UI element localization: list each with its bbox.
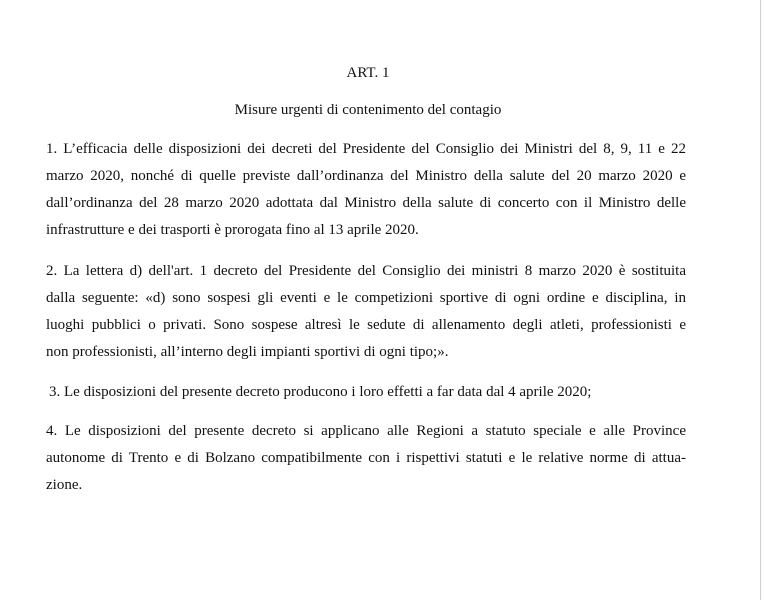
paragraph-line: non professionisti, all’interno degli impianti sportivi di ogni tipo;». [46,344,449,360]
paragraph-3 [49,379,689,406]
paragraph-line: 4. Le disposizioni del presente decreto si applicano alle Regioni a statuto speciale e alle Province [46,423,686,439]
page-edge-divider [760,0,761,600]
paragraph-2 [46,258,686,366]
paragraph-line: 2. La lettera d) dell'art. 1 decreto del Presidente del Consiglio dei ministri 8 marzo 2020 è sostituita [46,263,686,279]
paragraph-line: autonome di Trento e di Bolzano compatibilmente con i rispettivi statuti e le relative norme di attua- [46,450,686,466]
paragraph-line: luoghi pubblici o privati. Sono sospese altresì le sedute di allenamento degli atleti, professionisti e [46,317,686,333]
paragraph-line: infrastrutture e dei trasporti è prorogata fino al 13 aprile 2020. [46,222,419,238]
article-title: ART. 1 [346,65,390,81]
paragraph-line: marzo 2020, nonché di quelle previste dall’ordinanza del Ministro della salute del 20 marzo 2020 e [46,168,686,184]
paragraph-line: dalla seguente: «d) sono sospesi gli eventi e le competizioni sportive di ogni ordine e disciplina, in [46,290,686,306]
paragraph-line: dall’ordinanza del 28 marzo 2020 adottata dal Ministro della salute di concerto con il Ministro delle [46,195,686,211]
paragraph-line: 3. Le disposizioni del presente decreto producono i loro effetti a far data dal 4 aprile 2020; [49,384,592,400]
article-subtitle: Misure urgenti di contenimento del contagio [234,102,502,118]
paragraph-line: zione. [46,477,83,493]
paragraph-line: 1. L’efficacia delle disposizioni dei decreti del Presidente del Consiglio dei Ministri del 8, 9, 11 e 22 [46,141,686,157]
paragraph-4 [46,418,686,499]
paragraph-1 [46,136,686,244]
